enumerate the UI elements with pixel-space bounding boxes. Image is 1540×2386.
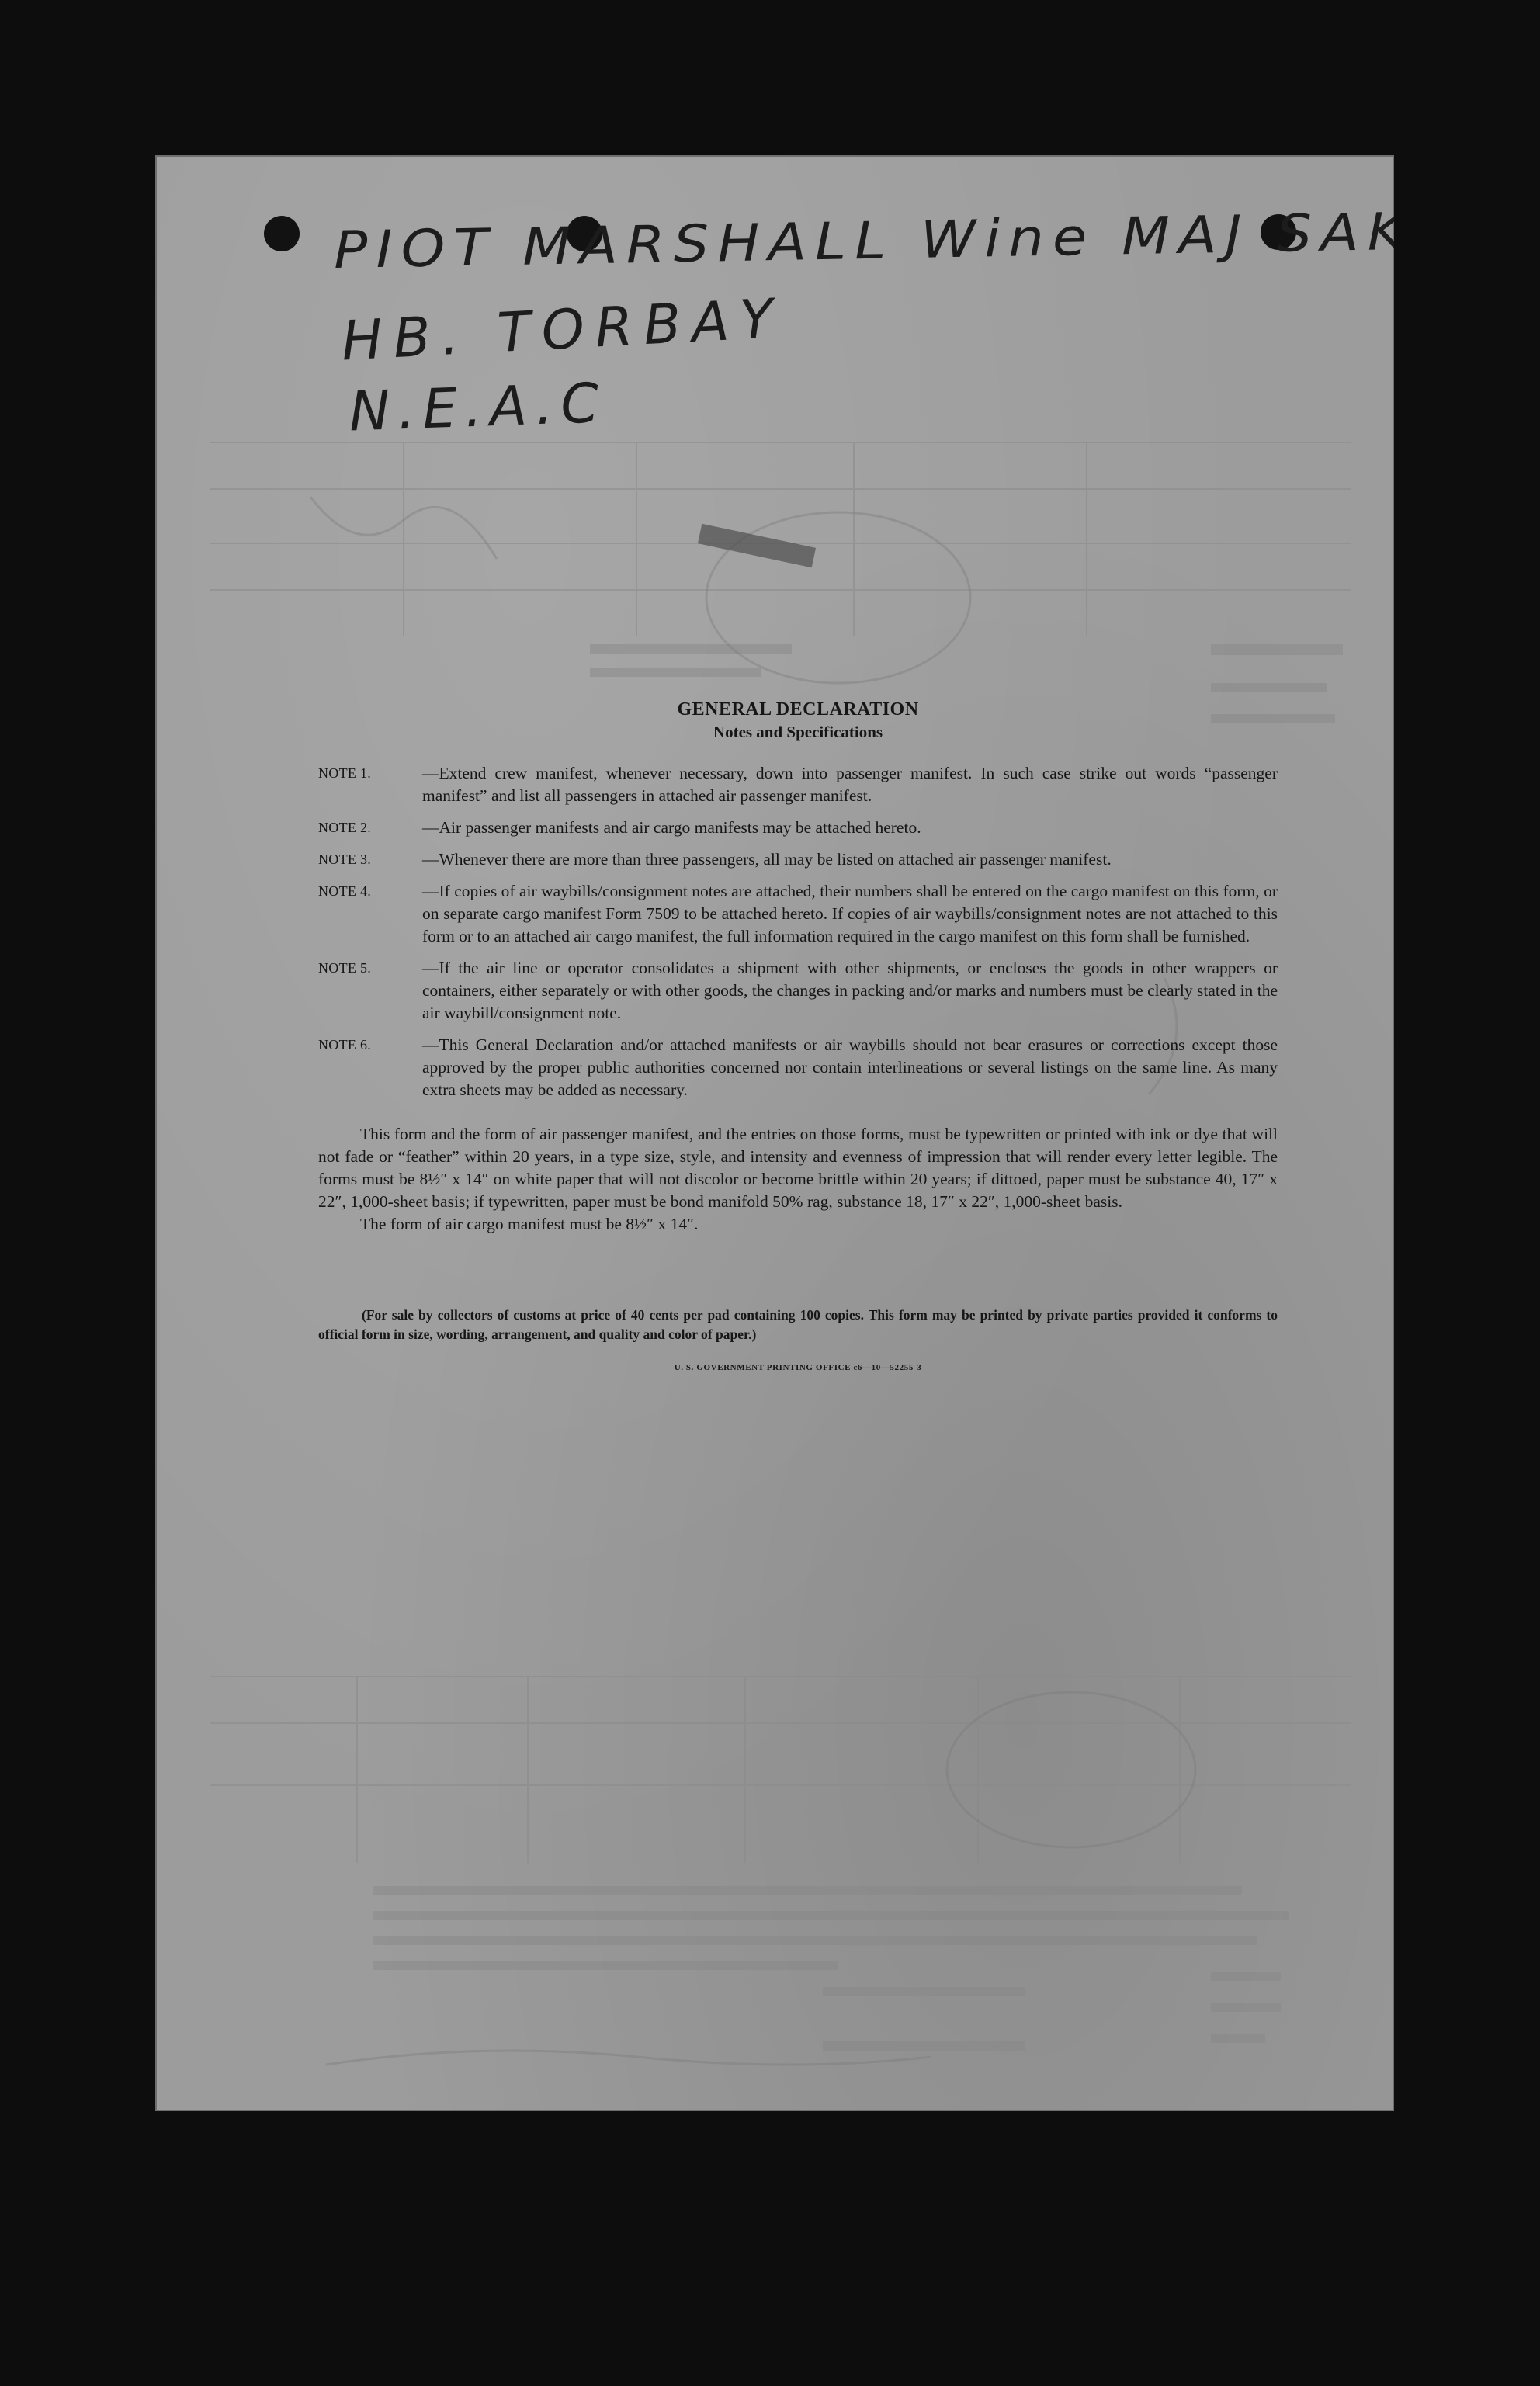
handwriting-line-3: N.E.A.C xyxy=(348,370,608,444)
note-label: NOTE 3. xyxy=(318,851,372,867)
note-label: NOTE 4. xyxy=(318,883,372,899)
document-page xyxy=(155,155,1394,2111)
format-requirements-paragraph: This form and the form of air passenger manifest, and the entries on those forms, must be typewritten or printed with ink or dye that will not fade or “feather” within 20 years, in a type size, style, and intensity and evenness of impression that will render every letter legible. The forms must be 8½″ x 14″ on white paper that will not discolor or become brittle within 20 years; if dittoed, paper must be substance 40, 17″ x 22″, 1,000-sheet basis; if typewritten, paper must be bond manifold 50% rag, substance 18, 17″ x 22″, 1,000-sheet basis. xyxy=(318,1125,1278,1211)
handwriting-line-2: HB. TORBAY xyxy=(340,286,786,373)
printing-office-imprint: U. S. GOVERNMENT PRINTING OFFICE c6—10—52255-3 xyxy=(674,1363,922,1372)
handwriting-line-1: PIOT MARSHALL Wine MAJ SAK xyxy=(333,203,1321,280)
cargo-manifest-size-note: The form of air cargo manifest must be 8½″ x 14″. xyxy=(360,1215,699,1233)
note-3 xyxy=(318,848,1278,871)
note-4 xyxy=(318,880,1278,948)
form-title: GENERAL DECLARATION xyxy=(677,699,919,720)
form-notes xyxy=(318,699,1278,1372)
note-1 xyxy=(318,762,1278,807)
note-label: NOTE 5. xyxy=(318,960,372,976)
note-label: NOTE 2. xyxy=(318,820,372,835)
note-text: —Whenever there are more than three passengers, all may be listed on attached air passenger manifest. xyxy=(422,850,1112,869)
note-6 xyxy=(318,1034,1278,1101)
sale-notice: (For sale by collectors of customs at price of 40 cents per pad containing 100 copies. This form may be printed by private parties provided it conforms to official form in size, wording, arrangement, and quality and color of paper.) xyxy=(318,1307,1278,1342)
handwriting xyxy=(155,155,1394,512)
note-label: NOTE 6. xyxy=(318,1037,372,1053)
note-text: —If the air line or operator consolidates a shipment with other shipments, or encloses the goods in other wrappers or containers, either separately or with other goods, the changes in packing and/or marks and numbers must be clearly stated in the air waybill/consignment note. xyxy=(422,959,1278,1022)
note-text: —This General Declaration and/or attached manifests or air waybills should not bear erasures or corrections except those approved by the proper public authorities concerned nor contain interlineations or several listings on the same line. As many extra sheets may be added as necessary. xyxy=(422,1035,1278,1099)
note-label: NOTE 1. xyxy=(318,765,372,781)
form-subtitle: Notes and Specifications xyxy=(713,723,883,741)
note-5 xyxy=(318,957,1278,1025)
note-text: —Air passenger manifests and air cargo manifests may be attached hereto. xyxy=(422,818,921,837)
note-text: —If copies of air waybills/consignment notes are attached, their numbers shall be entered on the cargo manifest on this form, or on separate cargo manifest Form 7509 to be attached hereto. If copies of air waybills/consignment notes are not attached to this form or to an attached air cargo manifest, the full information required in the cargo manifest on this form shall be furnished. xyxy=(422,882,1278,945)
note-text: —Extend crew manifest, whenever necessary, down into passenger manifest. In such case strike out words “passenger manifest” and list all passengers in attached air passenger manifest. xyxy=(422,764,1278,805)
note-2 xyxy=(318,817,1278,839)
